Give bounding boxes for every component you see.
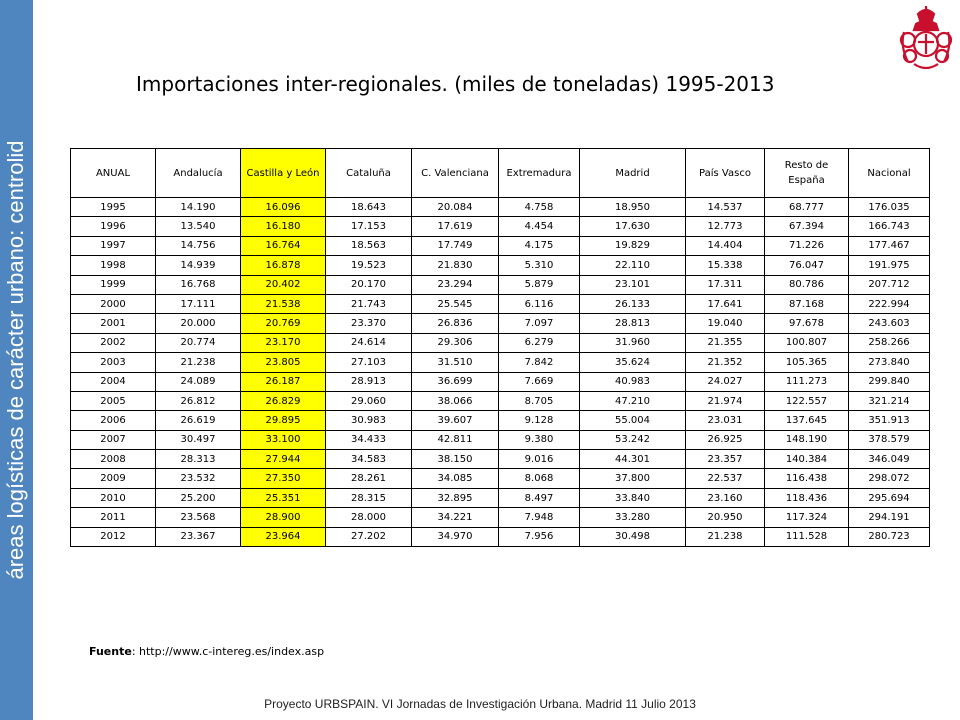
value-cell: 5.879 bbox=[499, 275, 580, 294]
value-cell: 26.925 bbox=[686, 430, 765, 449]
value-cell: 299.840 bbox=[849, 372, 930, 391]
value-cell: 21.830 bbox=[412, 256, 499, 275]
value-cell: 14.404 bbox=[686, 236, 765, 255]
value-cell: 9.380 bbox=[499, 430, 580, 449]
value-cell: 30.983 bbox=[326, 411, 412, 430]
value-cell: 137.645 bbox=[765, 411, 849, 430]
value-cell: 12.773 bbox=[686, 217, 765, 236]
table-row bbox=[71, 469, 930, 488]
value-cell: 33.840 bbox=[580, 488, 686, 507]
value-cell: 23.101 bbox=[580, 275, 686, 294]
value-cell: 47.210 bbox=[580, 391, 686, 410]
header-cataluna: Cataluña bbox=[326, 149, 412, 198]
year-cell: 2003 bbox=[71, 353, 156, 372]
header-andalucia: Andalucía bbox=[156, 149, 241, 198]
value-cell: 28.813 bbox=[580, 314, 686, 333]
value-cell: 39.607 bbox=[412, 411, 499, 430]
value-cell: 19.040 bbox=[686, 314, 765, 333]
value-cell: 32.895 bbox=[412, 488, 499, 507]
value-cell: 28.000 bbox=[326, 508, 412, 527]
table-row bbox=[71, 236, 930, 255]
year-cell: 2005 bbox=[71, 391, 156, 410]
year-cell: 2007 bbox=[71, 430, 156, 449]
value-cell: 14.537 bbox=[686, 198, 765, 217]
value-cell: 321.214 bbox=[849, 391, 930, 410]
table-row bbox=[71, 314, 930, 333]
value-cell: 17.641 bbox=[686, 294, 765, 313]
header-resto-de-espana: Resto de España bbox=[765, 149, 849, 198]
value-cell: 7.669 bbox=[499, 372, 580, 391]
value-cell: 14.756 bbox=[156, 236, 241, 255]
table-row bbox=[71, 391, 930, 410]
table-row bbox=[71, 372, 930, 391]
value-cell: 6.116 bbox=[499, 294, 580, 313]
year-cell: 2006 bbox=[71, 411, 156, 430]
table-row bbox=[71, 430, 930, 449]
value-cell: 23.964 bbox=[241, 527, 326, 546]
value-cell: 117.324 bbox=[765, 508, 849, 527]
header-nacional: Nacional bbox=[849, 149, 930, 198]
value-cell: 25.545 bbox=[412, 294, 499, 313]
value-cell: 21.974 bbox=[686, 391, 765, 410]
value-cell: 34.433 bbox=[326, 430, 412, 449]
value-cell: 273.840 bbox=[849, 353, 930, 372]
value-cell: 44.301 bbox=[580, 450, 686, 469]
value-cell: 53.242 bbox=[580, 430, 686, 449]
value-cell: 26.829 bbox=[241, 391, 326, 410]
value-cell: 27.202 bbox=[326, 527, 412, 546]
value-cell: 191.975 bbox=[849, 256, 930, 275]
value-cell: 7.956 bbox=[499, 527, 580, 546]
value-cell: 298.072 bbox=[849, 469, 930, 488]
year-cell: 2008 bbox=[71, 450, 156, 469]
page-title: Importaciones inter-regionales. (miles de toneladas) 1995-2013 bbox=[136, 72, 775, 96]
value-cell: 22.537 bbox=[686, 469, 765, 488]
value-cell: 35.624 bbox=[580, 353, 686, 372]
value-cell: 34.221 bbox=[412, 508, 499, 527]
value-cell: 258.266 bbox=[849, 333, 930, 352]
value-cell: 8.705 bbox=[499, 391, 580, 410]
value-cell: 25.200 bbox=[156, 488, 241, 507]
value-cell: 294.191 bbox=[849, 508, 930, 527]
value-cell: 31.510 bbox=[412, 353, 499, 372]
value-cell: 20.950 bbox=[686, 508, 765, 527]
value-cell: 31.960 bbox=[580, 333, 686, 352]
value-cell: 33.280 bbox=[580, 508, 686, 527]
value-cell: 38.150 bbox=[412, 450, 499, 469]
value-cell: 26.619 bbox=[156, 411, 241, 430]
value-cell: 20.769 bbox=[241, 314, 326, 333]
value-cell: 28.315 bbox=[326, 488, 412, 507]
value-cell: 36.699 bbox=[412, 372, 499, 391]
value-cell: 18.563 bbox=[326, 236, 412, 255]
value-cell: 122.557 bbox=[765, 391, 849, 410]
value-cell: 21.238 bbox=[686, 527, 765, 546]
value-cell: 8.068 bbox=[499, 469, 580, 488]
value-cell: 21.355 bbox=[686, 333, 765, 352]
value-cell: 5.310 bbox=[499, 256, 580, 275]
value-cell: 14.190 bbox=[156, 198, 241, 217]
value-cell: 351.913 bbox=[849, 411, 930, 430]
value-cell: 20.084 bbox=[412, 198, 499, 217]
value-cell: 26.187 bbox=[241, 372, 326, 391]
value-cell: 34.583 bbox=[326, 450, 412, 469]
value-cell: 21.238 bbox=[156, 353, 241, 372]
value-cell: 23.170 bbox=[241, 333, 326, 352]
header-madrid: Madrid bbox=[580, 149, 686, 198]
value-cell: 148.190 bbox=[765, 430, 849, 449]
table-row bbox=[71, 508, 930, 527]
value-cell: 23.370 bbox=[326, 314, 412, 333]
value-cell: 29.060 bbox=[326, 391, 412, 410]
value-cell: 23.532 bbox=[156, 469, 241, 488]
value-cell: 20.000 bbox=[156, 314, 241, 333]
year-cell: 1998 bbox=[71, 256, 156, 275]
value-cell: 243.603 bbox=[849, 314, 930, 333]
header-castilla-y-leon: Castilla y León bbox=[241, 149, 326, 198]
value-cell: 13.540 bbox=[156, 217, 241, 236]
table-body bbox=[71, 198, 930, 547]
value-cell: 67.394 bbox=[765, 217, 849, 236]
table-row bbox=[71, 353, 930, 372]
year-cell: 1996 bbox=[71, 217, 156, 236]
value-cell: 71.226 bbox=[765, 236, 849, 255]
value-cell: 140.384 bbox=[765, 450, 849, 469]
value-cell: 38.066 bbox=[412, 391, 499, 410]
table-row bbox=[71, 256, 930, 275]
year-cell: 2000 bbox=[71, 294, 156, 313]
value-cell: 24.089 bbox=[156, 372, 241, 391]
table-row bbox=[71, 527, 930, 546]
value-cell: 7.842 bbox=[499, 353, 580, 372]
value-cell: 111.528 bbox=[765, 527, 849, 546]
value-cell: 280.723 bbox=[849, 527, 930, 546]
value-cell: 166.743 bbox=[849, 217, 930, 236]
year-cell: 2011 bbox=[71, 508, 156, 527]
value-cell: 295.694 bbox=[849, 488, 930, 507]
value-cell: 16.764 bbox=[241, 236, 326, 255]
value-cell: 14.939 bbox=[156, 256, 241, 275]
value-cell: 16.878 bbox=[241, 256, 326, 275]
value-cell: 176.035 bbox=[849, 198, 930, 217]
table-row bbox=[71, 198, 930, 217]
value-cell: 4.454 bbox=[499, 217, 580, 236]
value-cell: 21.538 bbox=[241, 294, 326, 313]
value-cell: 34.970 bbox=[412, 527, 499, 546]
year-cell: 1995 bbox=[71, 198, 156, 217]
value-cell: 28.261 bbox=[326, 469, 412, 488]
header-row bbox=[71, 149, 930, 198]
value-cell: 23.367 bbox=[156, 527, 241, 546]
value-cell: 16.180 bbox=[241, 217, 326, 236]
value-cell: 346.049 bbox=[849, 450, 930, 469]
value-cell: 23.568 bbox=[156, 508, 241, 527]
value-cell: 105.365 bbox=[765, 353, 849, 372]
value-cell: 17.619 bbox=[412, 217, 499, 236]
value-cell: 17.749 bbox=[412, 236, 499, 255]
table-row bbox=[71, 275, 930, 294]
value-cell: 22.110 bbox=[580, 256, 686, 275]
year-cell: 1997 bbox=[71, 236, 156, 255]
value-cell: 177.467 bbox=[849, 236, 930, 255]
value-cell: 21.352 bbox=[686, 353, 765, 372]
source-url: : http://www.c-intereg.es/index.asp bbox=[131, 645, 325, 658]
value-cell: 23.357 bbox=[686, 450, 765, 469]
value-cell: 19.523 bbox=[326, 256, 412, 275]
source-label: Fuente bbox=[89, 645, 132, 658]
value-cell: 40.983 bbox=[580, 372, 686, 391]
table-row bbox=[71, 294, 930, 313]
value-cell: 33.100 bbox=[241, 430, 326, 449]
value-cell: 87.168 bbox=[765, 294, 849, 313]
value-cell: 9.016 bbox=[499, 450, 580, 469]
value-cell: 23.805 bbox=[241, 353, 326, 372]
value-cell: 55.004 bbox=[580, 411, 686, 430]
year-cell: 2010 bbox=[71, 488, 156, 507]
source-note bbox=[89, 645, 324, 658]
value-cell: 24.027 bbox=[686, 372, 765, 391]
value-cell: 37.800 bbox=[580, 469, 686, 488]
value-cell: 68.777 bbox=[765, 198, 849, 217]
year-cell: 2012 bbox=[71, 527, 156, 546]
value-cell: 20.170 bbox=[326, 275, 412, 294]
header-c-valenciana: C. Valenciana bbox=[412, 149, 499, 198]
value-cell: 116.438 bbox=[765, 469, 849, 488]
value-cell: 23.031 bbox=[686, 411, 765, 430]
value-cell: 28.900 bbox=[241, 508, 326, 527]
footer: Proyecto URBSPAIN. VI Jornadas de Investigación Urbana. Madrid 11 Julio 2013 bbox=[264, 697, 696, 711]
table-row bbox=[71, 217, 930, 236]
value-cell: 29.306 bbox=[412, 333, 499, 352]
value-cell: 118.436 bbox=[765, 488, 849, 507]
value-cell: 6.279 bbox=[499, 333, 580, 352]
value-cell: 26.812 bbox=[156, 391, 241, 410]
value-cell: 29.895 bbox=[241, 411, 326, 430]
value-cell: 76.047 bbox=[765, 256, 849, 275]
table-row bbox=[71, 450, 930, 469]
value-cell: 8.497 bbox=[499, 488, 580, 507]
table-row bbox=[71, 333, 930, 352]
value-cell: 23.160 bbox=[686, 488, 765, 507]
value-cell: 17.153 bbox=[326, 217, 412, 236]
value-cell: 207.712 bbox=[849, 275, 930, 294]
value-cell: 80.786 bbox=[765, 275, 849, 294]
value-cell: 17.311 bbox=[686, 275, 765, 294]
value-cell: 30.498 bbox=[580, 527, 686, 546]
value-cell: 378.579 bbox=[849, 430, 930, 449]
year-cell: 2002 bbox=[71, 333, 156, 352]
sidebar-band bbox=[0, 0, 33, 720]
value-cell: 18.950 bbox=[580, 198, 686, 217]
university-crest-icon bbox=[896, 6, 956, 72]
value-cell: 42.811 bbox=[412, 430, 499, 449]
value-cell: 24.614 bbox=[326, 333, 412, 352]
year-cell: 2001 bbox=[71, 314, 156, 333]
value-cell: 15.338 bbox=[686, 256, 765, 275]
sidebar-caption: áreas logísticas de carácter urbano: centrolid bbox=[3, 140, 28, 580]
value-cell: 27.350 bbox=[241, 469, 326, 488]
value-cell: 17.111 bbox=[156, 294, 241, 313]
imports-table bbox=[70, 148, 930, 547]
table-row bbox=[71, 411, 930, 430]
value-cell: 100.807 bbox=[765, 333, 849, 352]
value-cell: 18.643 bbox=[326, 198, 412, 217]
header-anual: ANUAL bbox=[71, 149, 156, 198]
value-cell: 97.678 bbox=[765, 314, 849, 333]
header-pais-vasco: País Vasco bbox=[686, 149, 765, 198]
value-cell: 222.994 bbox=[849, 294, 930, 313]
value-cell: 34.085 bbox=[412, 469, 499, 488]
value-cell: 30.497 bbox=[156, 430, 241, 449]
header-extremadura: Extremadura bbox=[499, 149, 580, 198]
value-cell: 27.103 bbox=[326, 353, 412, 372]
value-cell: 28.313 bbox=[156, 450, 241, 469]
value-cell: 7.097 bbox=[499, 314, 580, 333]
table-row bbox=[71, 488, 930, 507]
value-cell: 23.294 bbox=[412, 275, 499, 294]
value-cell: 4.175 bbox=[499, 236, 580, 255]
value-cell: 21.743 bbox=[326, 294, 412, 313]
value-cell: 16.768 bbox=[156, 275, 241, 294]
value-cell: 26.133 bbox=[580, 294, 686, 313]
value-cell: 4.758 bbox=[499, 198, 580, 217]
value-cell: 27.944 bbox=[241, 450, 326, 469]
value-cell: 26.836 bbox=[412, 314, 499, 333]
value-cell: 19.829 bbox=[580, 236, 686, 255]
value-cell: 111.273 bbox=[765, 372, 849, 391]
year-cell: 1999 bbox=[71, 275, 156, 294]
year-cell: 2004 bbox=[71, 372, 156, 391]
value-cell: 28.913 bbox=[326, 372, 412, 391]
value-cell: 25.351 bbox=[241, 488, 326, 507]
value-cell: 20.774 bbox=[156, 333, 241, 352]
value-cell: 9.128 bbox=[499, 411, 580, 430]
value-cell: 17.630 bbox=[580, 217, 686, 236]
year-cell: 2009 bbox=[71, 469, 156, 488]
value-cell: 20.402 bbox=[241, 275, 326, 294]
value-cell: 7.948 bbox=[499, 508, 580, 527]
value-cell: 16.096 bbox=[241, 198, 326, 217]
